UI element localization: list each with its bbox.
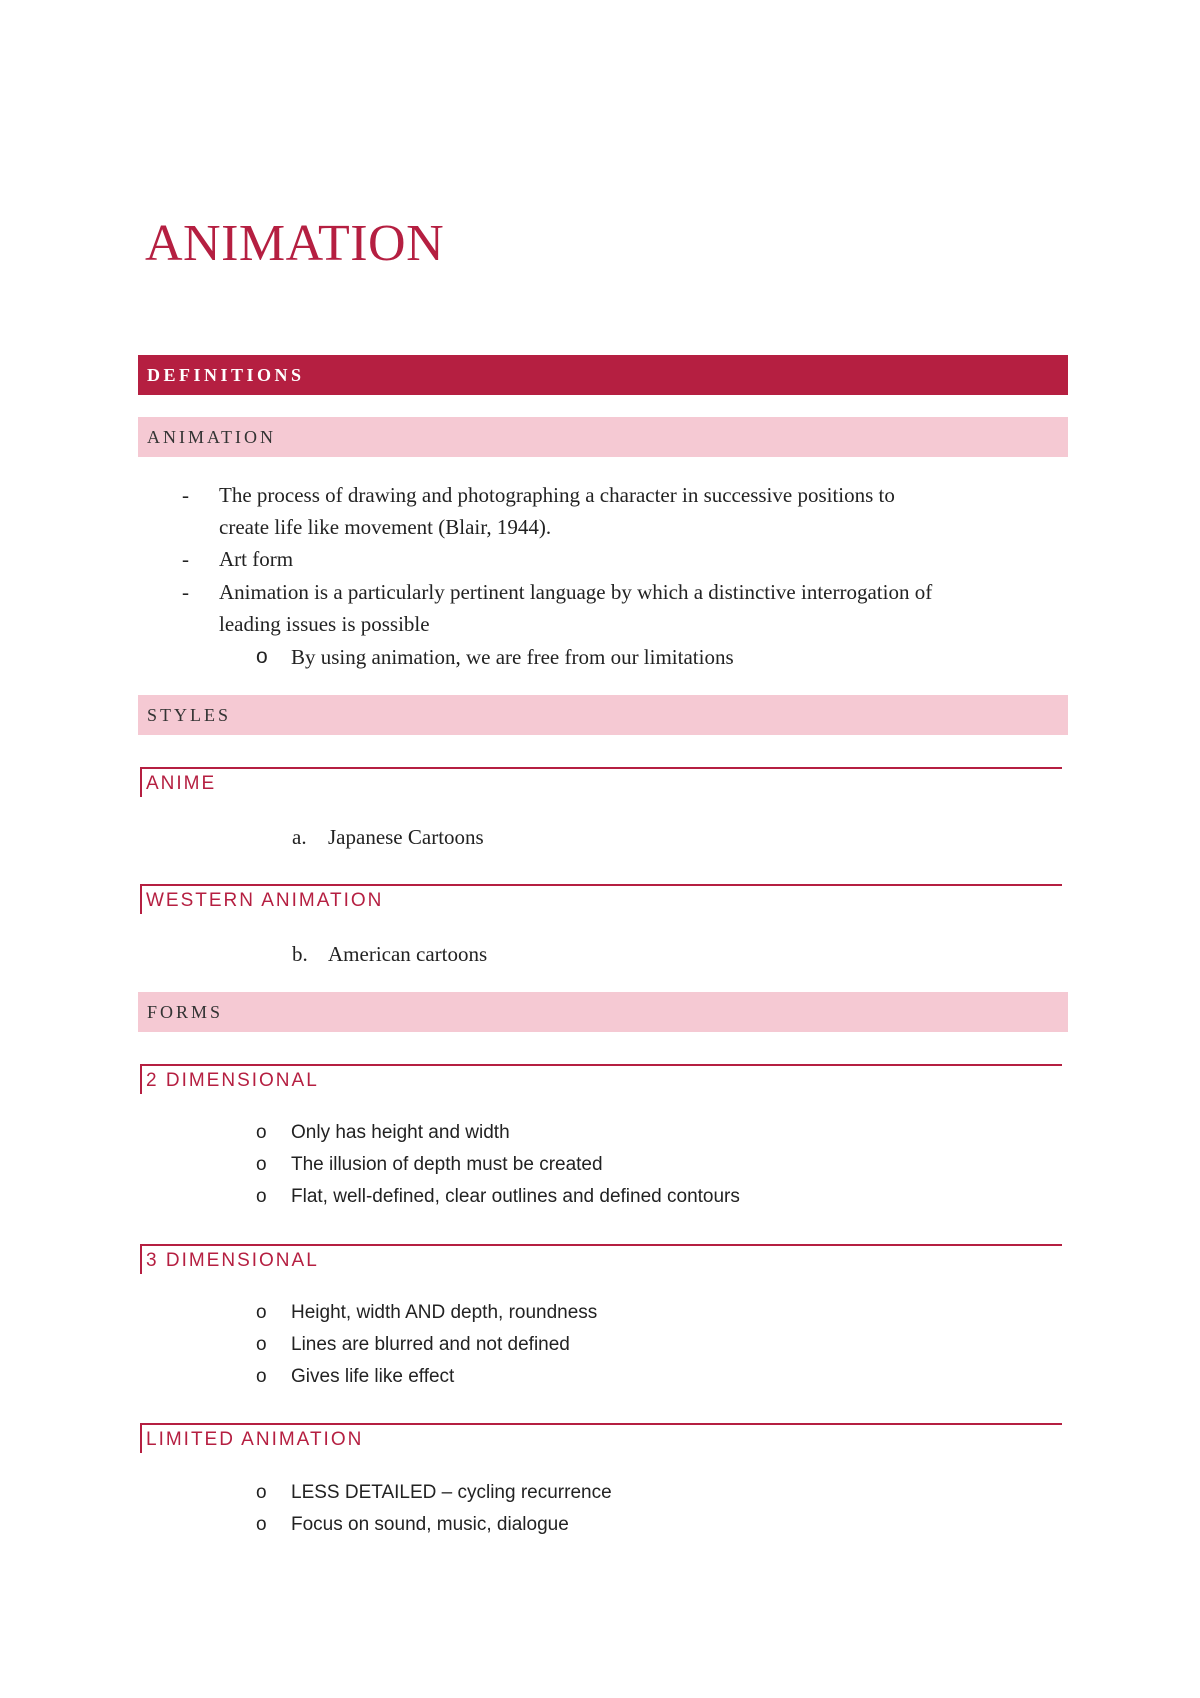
styles-band: STYLES	[138, 695, 1068, 735]
sub-bullet-marker: o	[256, 1334, 267, 1355]
sub-bullet-marker: o	[256, 1122, 267, 1143]
list-item: American cartoons	[328, 942, 488, 966]
western-animation-heading: WESTERN ANIMATION	[140, 884, 1062, 914]
forms-band: FORMS	[138, 992, 1068, 1032]
list-marker: b.	[292, 942, 308, 966]
bullet-text: Art form	[219, 547, 294, 571]
list-item: Flat, well-defined, clear outlines and defined contours	[291, 1186, 740, 1207]
bullet-text: Animation is a particularly pertinent language by which a distinctive interrogation of	[219, 580, 933, 604]
bullet-marker: -	[182, 580, 189, 604]
sub-bullet-marker: o	[256, 1186, 267, 1207]
bullet-text: The process of drawing and photographing a character in successive positions to	[219, 483, 895, 507]
sub-bullet-marker: o	[256, 1514, 267, 1535]
list-item: Focus on sound, music, dialogue	[291, 1514, 569, 1535]
list-item: Only has height and width	[291, 1122, 510, 1143]
sub-bullet-marker: o	[256, 1482, 267, 1503]
bullet-marker: -	[182, 483, 189, 507]
definitions-band: DEFINITIONS	[138, 355, 1068, 395]
sub-bullet-text: By using animation, we are free from our limitations	[291, 645, 734, 669]
list-marker: a.	[292, 825, 307, 849]
list-item: The illusion of depth must be created	[291, 1154, 603, 1175]
list-item: Lines are blurred and not defined	[291, 1334, 570, 1355]
sub-bullet-marker: o	[256, 1366, 267, 1387]
list-item: Gives life like effect	[291, 1366, 455, 1387]
sub-bullet-marker: o	[256, 1154, 267, 1175]
bullet-marker: -	[182, 547, 189, 571]
bullet-text-continued: create life like movement (Blair, 1944).	[219, 515, 552, 539]
limited-animation-heading: LIMITED ANIMATION	[140, 1423, 1062, 1453]
animation-band: ANIMATION	[138, 417, 1068, 457]
three-dimensional-heading: 3 DIMENSIONAL	[140, 1244, 1062, 1274]
bullet-text-continued: leading issues is possible	[219, 612, 430, 636]
document-title: ANIMATION	[145, 215, 445, 272]
list-item: Japanese Cartoons	[328, 825, 484, 849]
two-dimensional-heading: 2 DIMENSIONAL	[140, 1064, 1062, 1094]
sub-bullet-marker: o	[256, 1302, 267, 1323]
list-item: LESS DETAILED – cycling recurrence	[291, 1482, 612, 1503]
list-item: Height, width AND depth, roundness	[291, 1302, 598, 1323]
sub-bullet-marker: o	[256, 645, 268, 668]
anime-heading: ANIME	[140, 767, 1062, 797]
